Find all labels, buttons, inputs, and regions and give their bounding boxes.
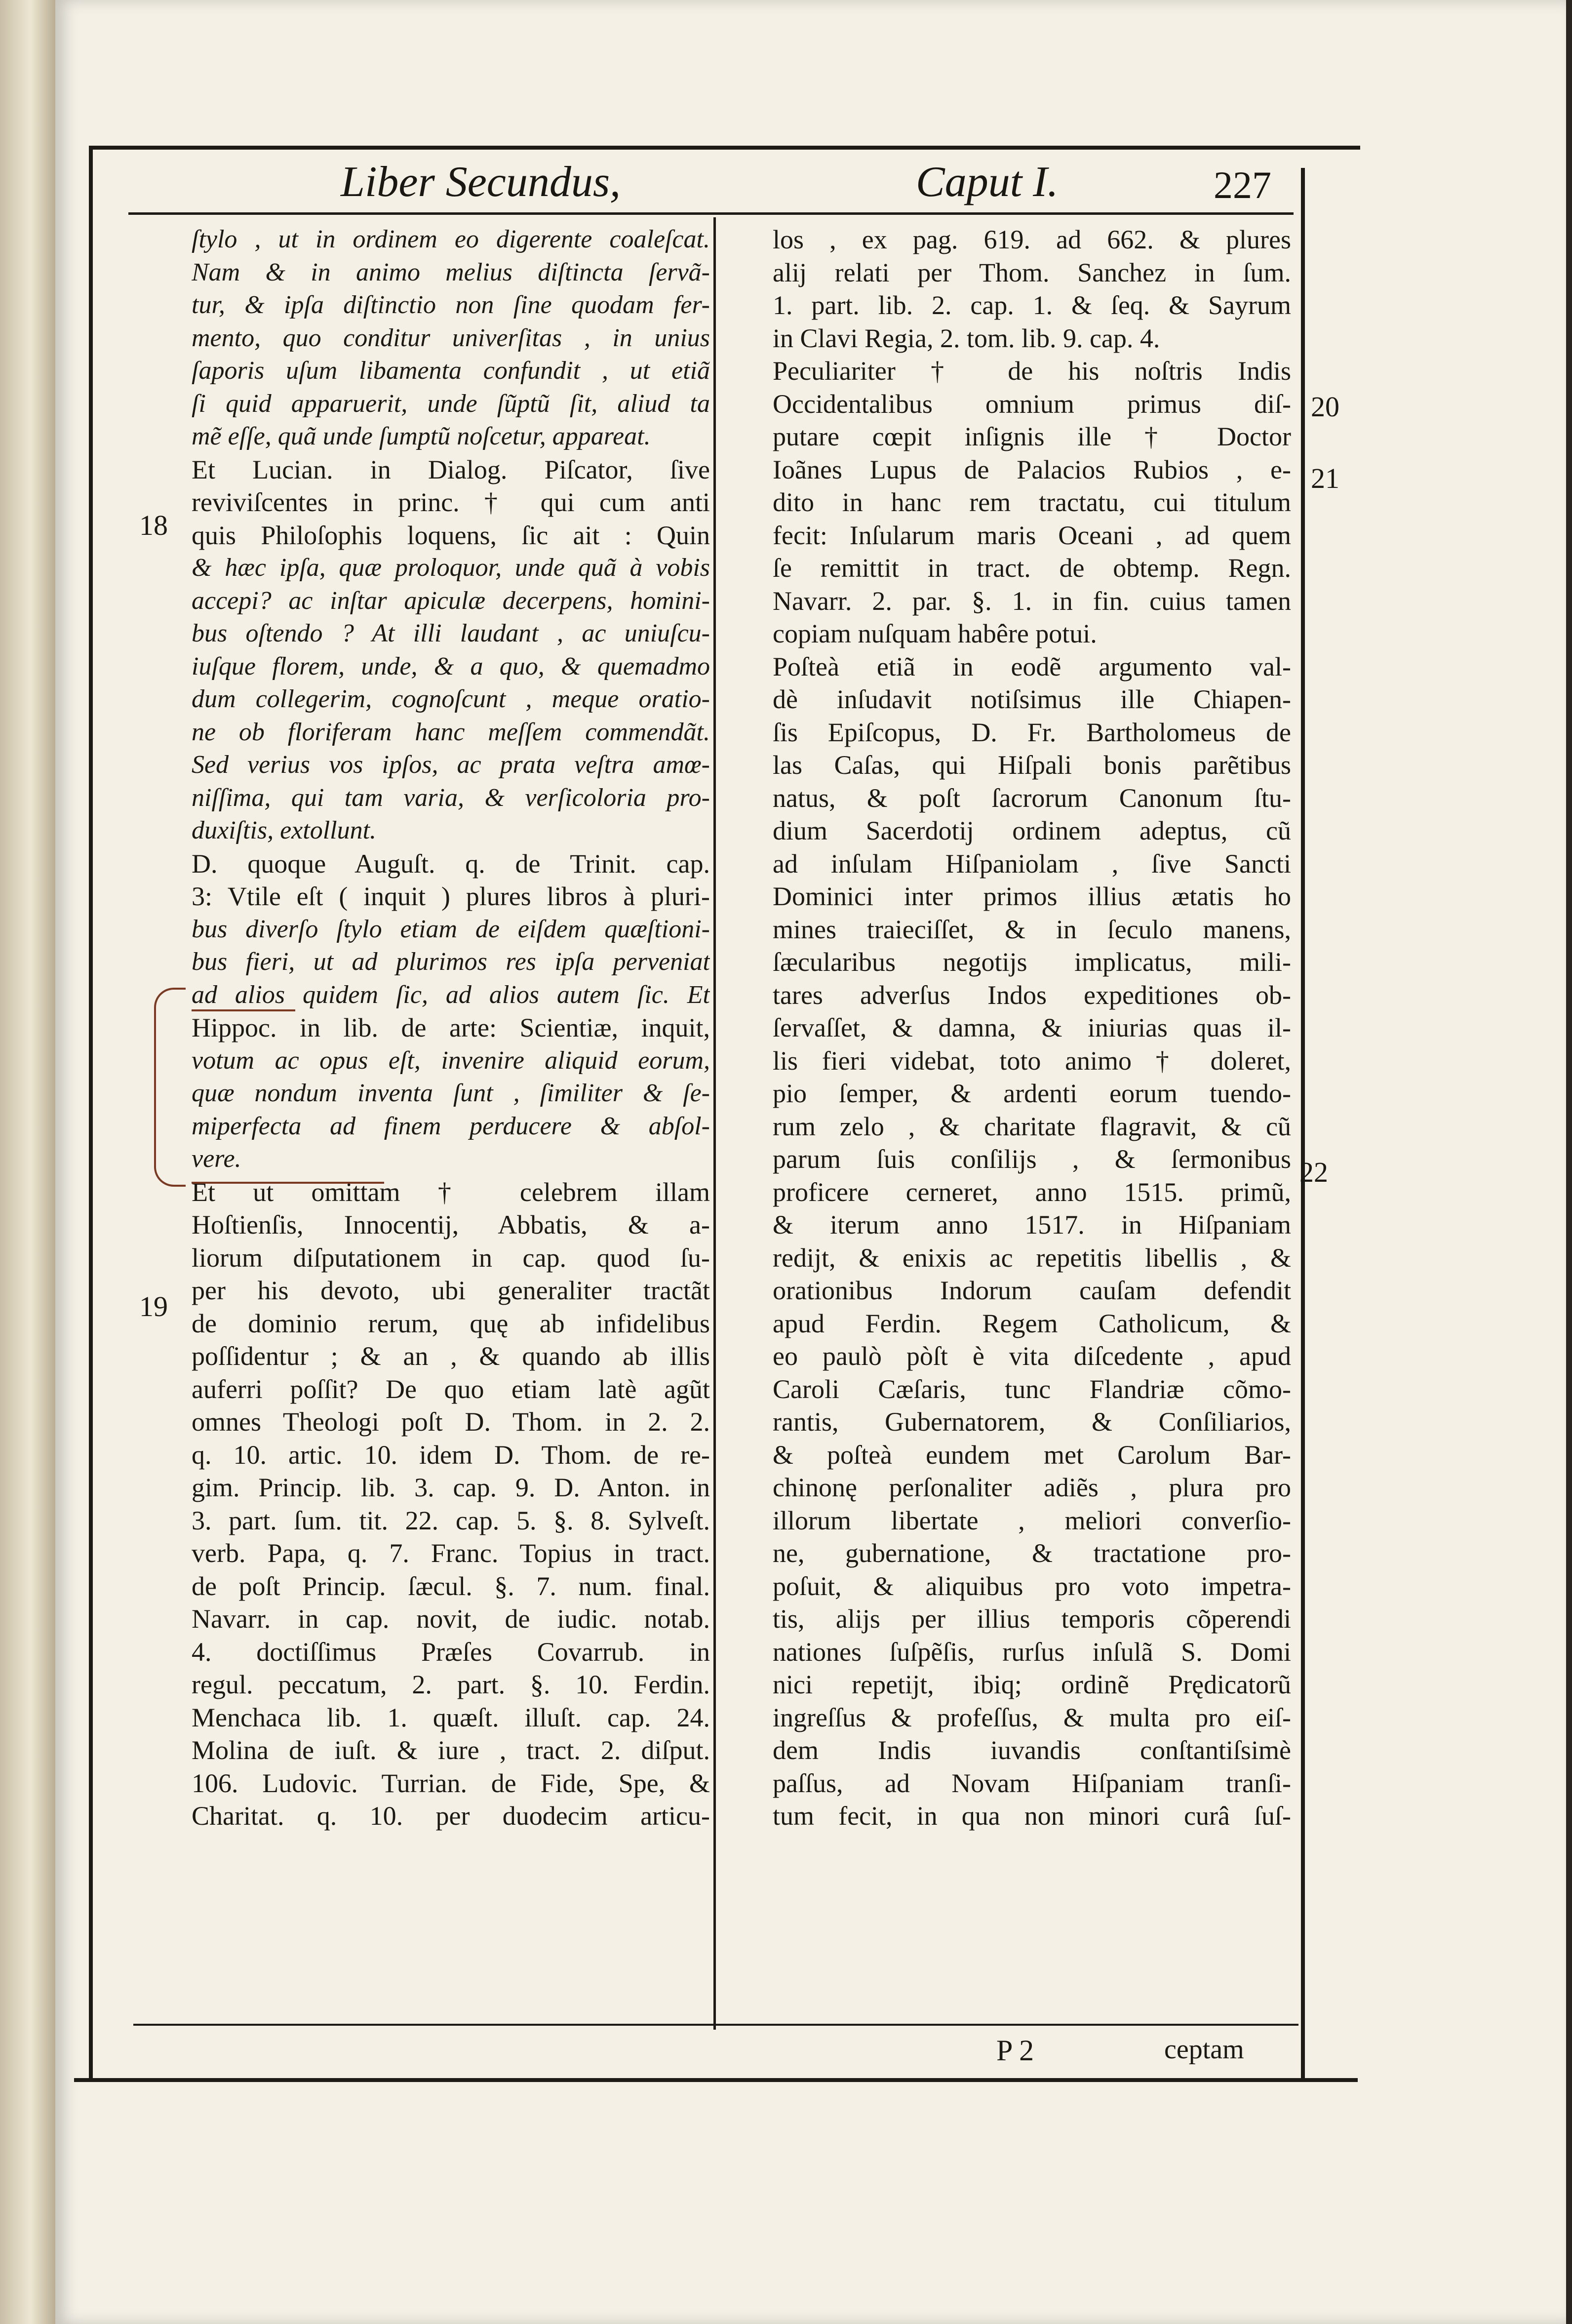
right-column-line: copiam nuſquam habêre potui. [773,619,1097,648]
right-column-line: ad inſulam Hiſpaniolam , ſive Sancti [773,848,1291,879]
right-column-line: las Caſas, qui Hiſpali bonis parẽtibus [773,750,1291,780]
right-column-line: alij relati per Thom. Sanchez in ſum. [773,257,1291,287]
right-column-line: tum fecit, in qua non minori curâ ſuſ- [773,1801,1291,1831]
margin-number-18: 18 [139,509,168,541]
left-column-line: vere. [192,1145,241,1173]
left-column-line: Navarr. in cap. novit, de iudic. notab. [192,1604,710,1634]
left-column-line: Hoſtienſis, Innocentij, Abbatis, & a- [192,1210,710,1240]
right-column-line: redijt, & enixis ac repetitis libellis , & [773,1242,1291,1273]
right-column-line: & poſteà eundem met Carolum Bar- [773,1440,1291,1470]
ink-bracket-annotation [154,988,186,1187]
left-column-line: quæ nondum inventa ſunt , ſimiliter & ſe- [192,1079,710,1107]
right-column-line: putare cœpit inſignis ille † Doctor [773,422,1291,451]
right-column-line: los , ex pag. 619. ad 662. & plures [773,225,1291,254]
right-column-line: dito in hanc rem tractatu, cui titulum [773,487,1291,517]
right-column-line: ingreſſus & profeſſus, & multa pro eiſ- [773,1702,1291,1732]
frame-left-rule [89,146,93,2079]
right-column-line: Poſteà etiã in eodẽ argumento val- [773,651,1291,681]
left-column-line: bus diverſo ſtylo etiam de eiſdem quæſtioni- [192,915,710,943]
right-column-line: natus, & poſt ſacrorum Canonum ſtu- [773,783,1291,813]
right-column-line: ſe remittit in tract. de obtemp. Regn. [773,553,1291,583]
frame-top-rule [89,146,1360,150]
left-column-line: quis Philoſophis loquens, ſic ait : Quin [192,520,710,550]
right-column-line: rum zelo , & charitate flagravit, & cũ [773,1111,1291,1141]
left-column-line: accepi? ac inſtar apiculæ decerpens, homini- [192,586,710,615]
right-column-line: in Clavi Regia, 2. tom. lib. 9. cap. 4. [773,323,1160,353]
right-column-line: orationibus Indorum cauſam defendit [773,1276,1291,1305]
left-column-line: ne ob floriferam hanc meſſem commendãt. [192,718,710,746]
left-column-line: Menchaca lib. 1. quæſt. illuſt. cap. 24. [192,1702,710,1732]
left-column-line: regul. peccatum, 2. part. §. 10. Ferdin. [192,1670,710,1699]
right-column-line: dium Sacerdotij ordinem adeptus, cũ [773,816,1291,845]
left-column-line: mento, quo conditur univerſitas , in unius [192,323,710,352]
right-column-line: lis fieri videbat, toto animo † doleret, [773,1045,1291,1076]
column-divider [713,217,716,2030]
left-text-column [192,223,710,2021]
right-column-line: parum ſuis conſilijs , & ſermonibus [773,1144,1291,1174]
facing-page-edge [0,0,55,2324]
left-column-line: iuſque florem, unde, & a quo, & quemadmo [192,652,710,681]
right-column-line: ſervaſſet, & damna, & iniurias quas il- [773,1013,1291,1042]
left-column-line: auferri poſſit? De quo etiam latè agũt [192,1374,710,1404]
right-column-line: nationes ſuſpẽſis, rurſus inſulã S. Domi [773,1637,1291,1667]
right-column-line: tares adverſus Indos expeditiones ob- [773,980,1291,1010]
left-column-line: reviviſcentes in princ. † qui cum anti [192,487,710,517]
left-column-line: Nam & in animo melius diſtincta ſervã- [192,258,710,286]
left-column-line: verb. Papa, q. 7. Franc. Topius in tract. [192,1538,710,1568]
right-column-line: illorum libertate , meliori converſio- [773,1505,1291,1535]
right-column-line: 1. part. lib. 2. cap. 1. & ſeq. & Sayrum [773,290,1291,320]
left-column-line: bus fieri, ut ad plurimos res ipſa perveniat [192,948,710,976]
ink-underline-vtile [192,1009,295,1011]
left-column-line: ad alios quidem ſic, ad alios autem ſic. Et [192,980,710,1009]
right-column-line: pio ſemper, & ardenti eorum tuendo- [773,1079,1291,1108]
margin-number-20: 20 [1311,391,1339,423]
right-column-line: rantis, Gubernatorem, & Conſiliarios, [773,1407,1291,1437]
page-number: 227 [1214,163,1271,206]
left-column-line: q. 10. artic. 10. idem D. Thom. de re- [192,1440,710,1470]
right-column-line: dè inſudavit notiſsimus ille Chiapen- [773,684,1291,714]
running-head-chapter: Caput I. [916,158,1059,206]
left-column-line: 3. part. ſum. tit. 22. cap. 5. §. 8. Sylveſt. [192,1505,710,1535]
left-column-line: de poſt Princip. ſæcul. §. 7. num. final. [192,1571,710,1601]
left-column-line: bus oſtendo ? At illi laudant , ac uniuſcu- [192,619,710,647]
running-head-book: Liber Secundus, [341,158,621,206]
right-column-line: Caroli Cæſaris, tunc Flandriæ cõmo- [773,1374,1291,1404]
right-column-line: Occidentalibus omnium primus diſ- [773,389,1291,419]
left-column-line: 4. doctiſſimus Præſes Covarrub. in [192,1637,710,1667]
right-column-line: apud Ferdin. Regem Catholicum, & [773,1308,1291,1338]
left-column-line: ſtylo , ut in ordinem eo digerente coaleſcat. [192,225,710,253]
frame-bottom-rule [74,2078,1358,2082]
catchword: ceptam [1164,2034,1244,2065]
left-column-line: Et ut omittam † celebrem illam [192,1177,710,1207]
left-column-line: Sed verius vos ipſos, ac prata veſtra amœ- [192,751,710,779]
left-column-line: 106. Ludovic. Turrian. de Fide, Spe, & [192,1768,710,1798]
right-column-line: fecit: Inſularum maris Oceani , ad quem [773,520,1291,550]
margin-number-21: 21 [1311,462,1339,494]
frame-right-rule [1301,168,1305,2079]
right-column-line: ſis Epiſcopus, D. Fr. Bartholomeus de [773,717,1291,747]
right-column-line: & iterum anno 1517. in Hiſpaniam [773,1210,1291,1240]
signature-mark: P 2 [996,2034,1034,2067]
header-rule [128,212,1294,215]
right-column-line: Peculiariter † de his noſtris Indis [773,356,1291,386]
left-column-line: Et Lucian. in Dialog. Piſcator, ſive [192,454,710,484]
left-column-line: omnes Theologi poſt D. Thom. in 2. 2. [192,1407,710,1437]
left-column-line: D. quoque Auguſt. q. de Trinit. cap. [192,848,710,879]
left-column-line: liorum diſputationem in cap. quod ſu- [192,1242,710,1273]
right-column-line: ſæcularibus negotijs implicatus, mili- [773,947,1291,977]
ink-underline-votum [192,1182,384,1184]
right-column-line: Navarr. 2. par. §. 1. in fin. cuius tamen [773,586,1291,616]
right-column-line: eo paulò pòſt è vita diſcedente , apud [773,1341,1291,1371]
right-column-line: nici repetijt, ibiq; ordinẽ Prędicatorũ [773,1670,1291,1699]
left-column-line: niſſima, qui tam varia, & verſicoloria pro- [192,783,710,812]
left-column-line: gim. Princip. lib. 3. cap. 9. D. Anton. in [192,1473,710,1502]
left-column-line: ſi quid apparuerit, unde ſũptũ ſit, aliud ta [192,389,710,418]
left-column-line: 3: Vtile eſt ( inquit ) plures libros à pluri- [192,882,710,911]
left-column-line: per his devoto, ubi generaliter tractãt [192,1276,710,1305]
footer-rule [133,2024,1298,2026]
right-column-line: paſſus, ad Novam Hiſpaniam tranſi- [773,1768,1291,1798]
right-column-line: Ioãnes Lupus de Palacios Rubios , e- [773,454,1291,484]
left-column-line: Molina de iuſt. & iure , tract. 2. diſput. [192,1735,710,1765]
right-column-line: dem Indis iuvandis conſtantiſsimè [773,1735,1291,1765]
left-column-line: de dominio rerum, quę ab infidelibus [192,1308,710,1338]
left-column-line: dum collegerim, cognoſcunt , meque oratio- [192,685,710,713]
right-column-line: ne, gubernatione, & tractatione pro- [773,1538,1291,1568]
left-column-line: & hæc ipſa, quæ proloquor, unde quã à vobis [192,554,710,582]
left-column-line: ſaporis uſum libamenta confundit , ut etiã [192,357,710,385]
right-column-line: chinonę perſonaliter adiẽs , plura pro [773,1473,1291,1502]
right-column-line: Dominici inter primos illius ætatis ho [773,882,1291,911]
right-text-column [773,223,1291,2021]
left-column-line: mẽ eſſe, quã unde ſumptũ noſcetur, appareat. [192,422,651,450]
left-column-line: duxiſtis, extollunt. [192,816,377,844]
left-column-line: votum ac opus eſt, invenire aliquid eorum, [192,1046,710,1075]
right-column-line: proficere cerneret, anno 1515. primũ, [773,1177,1291,1207]
margin-number-19: 19 [139,1290,168,1322]
right-column-line: tis, alijs per illius temporis cõperendi [773,1604,1291,1634]
left-column-line: Hippoc. in lib. de arte: Scientiæ, inquit, [192,1013,710,1042]
margin-number-22: 22 [1299,1156,1328,1188]
left-column-line: tur, & ipſa diſtinctio non ſine quodam fer- [192,291,710,319]
right-column-line: mines traieciſſet, & in ſeculo manens, [773,914,1291,944]
left-column-line: miperfecta ad finem perducere & abſol- [192,1112,710,1140]
right-column-line: poſuit, & aliquibus pro voto impetra- [773,1571,1291,1601]
left-column-line: Charitat. q. 10. per duodecim articu- [192,1801,710,1831]
left-column-line: poſſidentur ; & an , & quando ab illis [192,1341,710,1371]
